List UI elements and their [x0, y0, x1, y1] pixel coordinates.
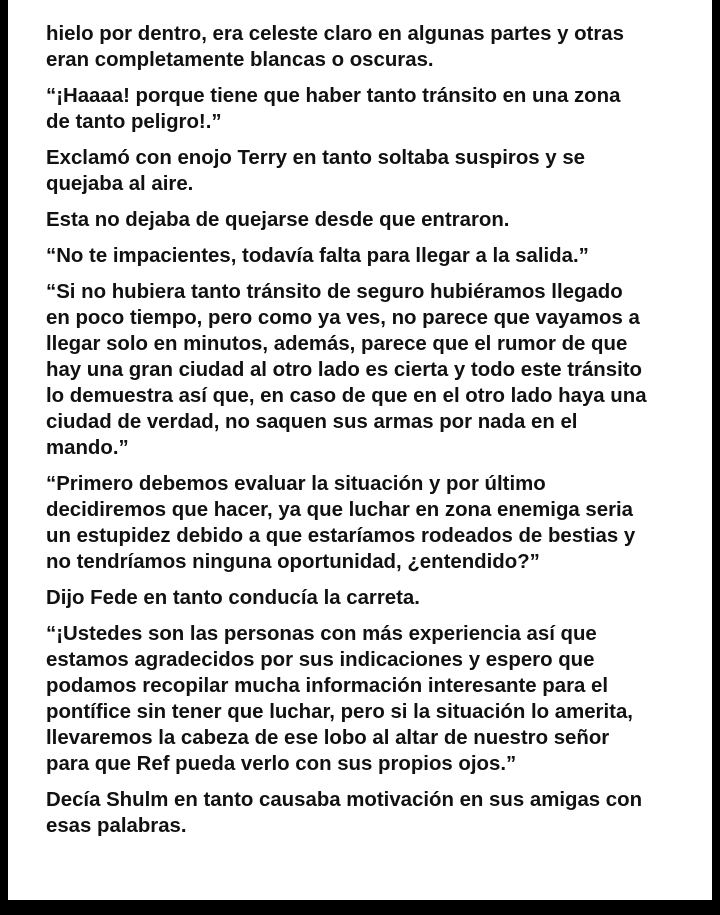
- text-line: llegar solo en minutos, además, parece que el rumor de que: [46, 333, 628, 355]
- text-line: no tendríamos ninguna oportunidad, ¿entendido?”: [46, 551, 540, 573]
- text-line: para que Ref pueda verlo con sus propios ojos.”: [46, 753, 517, 775]
- text-line: hay una gran ciudad al otro lado es cierta y todo este tránsito: [46, 359, 642, 381]
- paragraph: [46, 585, 692, 611]
- text-line: “Primero debemos evaluar la situación y por último: [46, 473, 546, 495]
- paragraph: [46, 207, 692, 233]
- text-line: en poco tiempo, pero como ya ves, no parece que vayamos a: [46, 307, 640, 329]
- text-line: lo demuestra así que, en caso de que en el otro lado haya una: [46, 385, 647, 407]
- text-line: pontífice sin tener que luchar, pero si la situación lo amerita,: [46, 701, 633, 723]
- text-line: estamos agradecidos por sus indicaciones y espero que: [46, 649, 595, 671]
- paragraph: [46, 21, 692, 73]
- text-line: esas palabras.: [46, 815, 187, 837]
- text-line: “Si no hubiera tanto tránsito de seguro hubiéramos llegado: [46, 281, 623, 303]
- text-line: “No te impacientes, todavía falta para llegar a la salida.”: [46, 245, 589, 267]
- text-line: “¡Ustedes son las personas con más experiencia así que: [46, 623, 597, 645]
- paragraph: [46, 243, 692, 269]
- paragraph: [46, 145, 692, 197]
- text-line: llevaremos la cabeza de ese lobo al altar de nuestro señor: [46, 727, 610, 749]
- text-line: quejaba al aire.: [46, 173, 194, 195]
- text-line: Exclamó con enojo Terry en tanto soltaba suspiros y se: [46, 147, 585, 169]
- text-line: eran completamente blancas o oscuras.: [46, 49, 434, 71]
- text-line: mando.”: [46, 437, 129, 459]
- paragraph: [46, 83, 692, 135]
- text-line: podamos recopilar mucha información interesante para el: [46, 675, 609, 697]
- text-line: decidiremos que hacer, ya que luchar en zona enemiga seria: [46, 499, 634, 521]
- text-line: ciudad de verdad, no saquen sus armas por nada en el: [46, 411, 578, 433]
- text-line: Dijo Fede en tanto conducía la carreta.: [46, 587, 420, 609]
- document-page: [8, 0, 712, 900]
- text-line: Decía Shulm en tanto causaba motivación en sus amigas con: [46, 789, 643, 811]
- paragraph: [46, 279, 692, 461]
- text-line: “¡Haaaa! porque tiene que haber tanto tránsito en una zona: [46, 85, 621, 107]
- text-line: hielo por dentro, era celeste claro en algunas partes y otras: [46, 23, 624, 45]
- paragraph: [46, 787, 692, 839]
- text-body: [46, 21, 692, 839]
- paragraph: [46, 621, 692, 777]
- paragraph: [46, 471, 692, 575]
- text-line: de tanto peligro!.”: [46, 111, 222, 133]
- text-line: Esta no dejaba de quejarse desde que entraron.: [46, 209, 510, 231]
- text-line: un estupidez debido a que estaríamos rodeados de bestias y: [46, 525, 636, 547]
